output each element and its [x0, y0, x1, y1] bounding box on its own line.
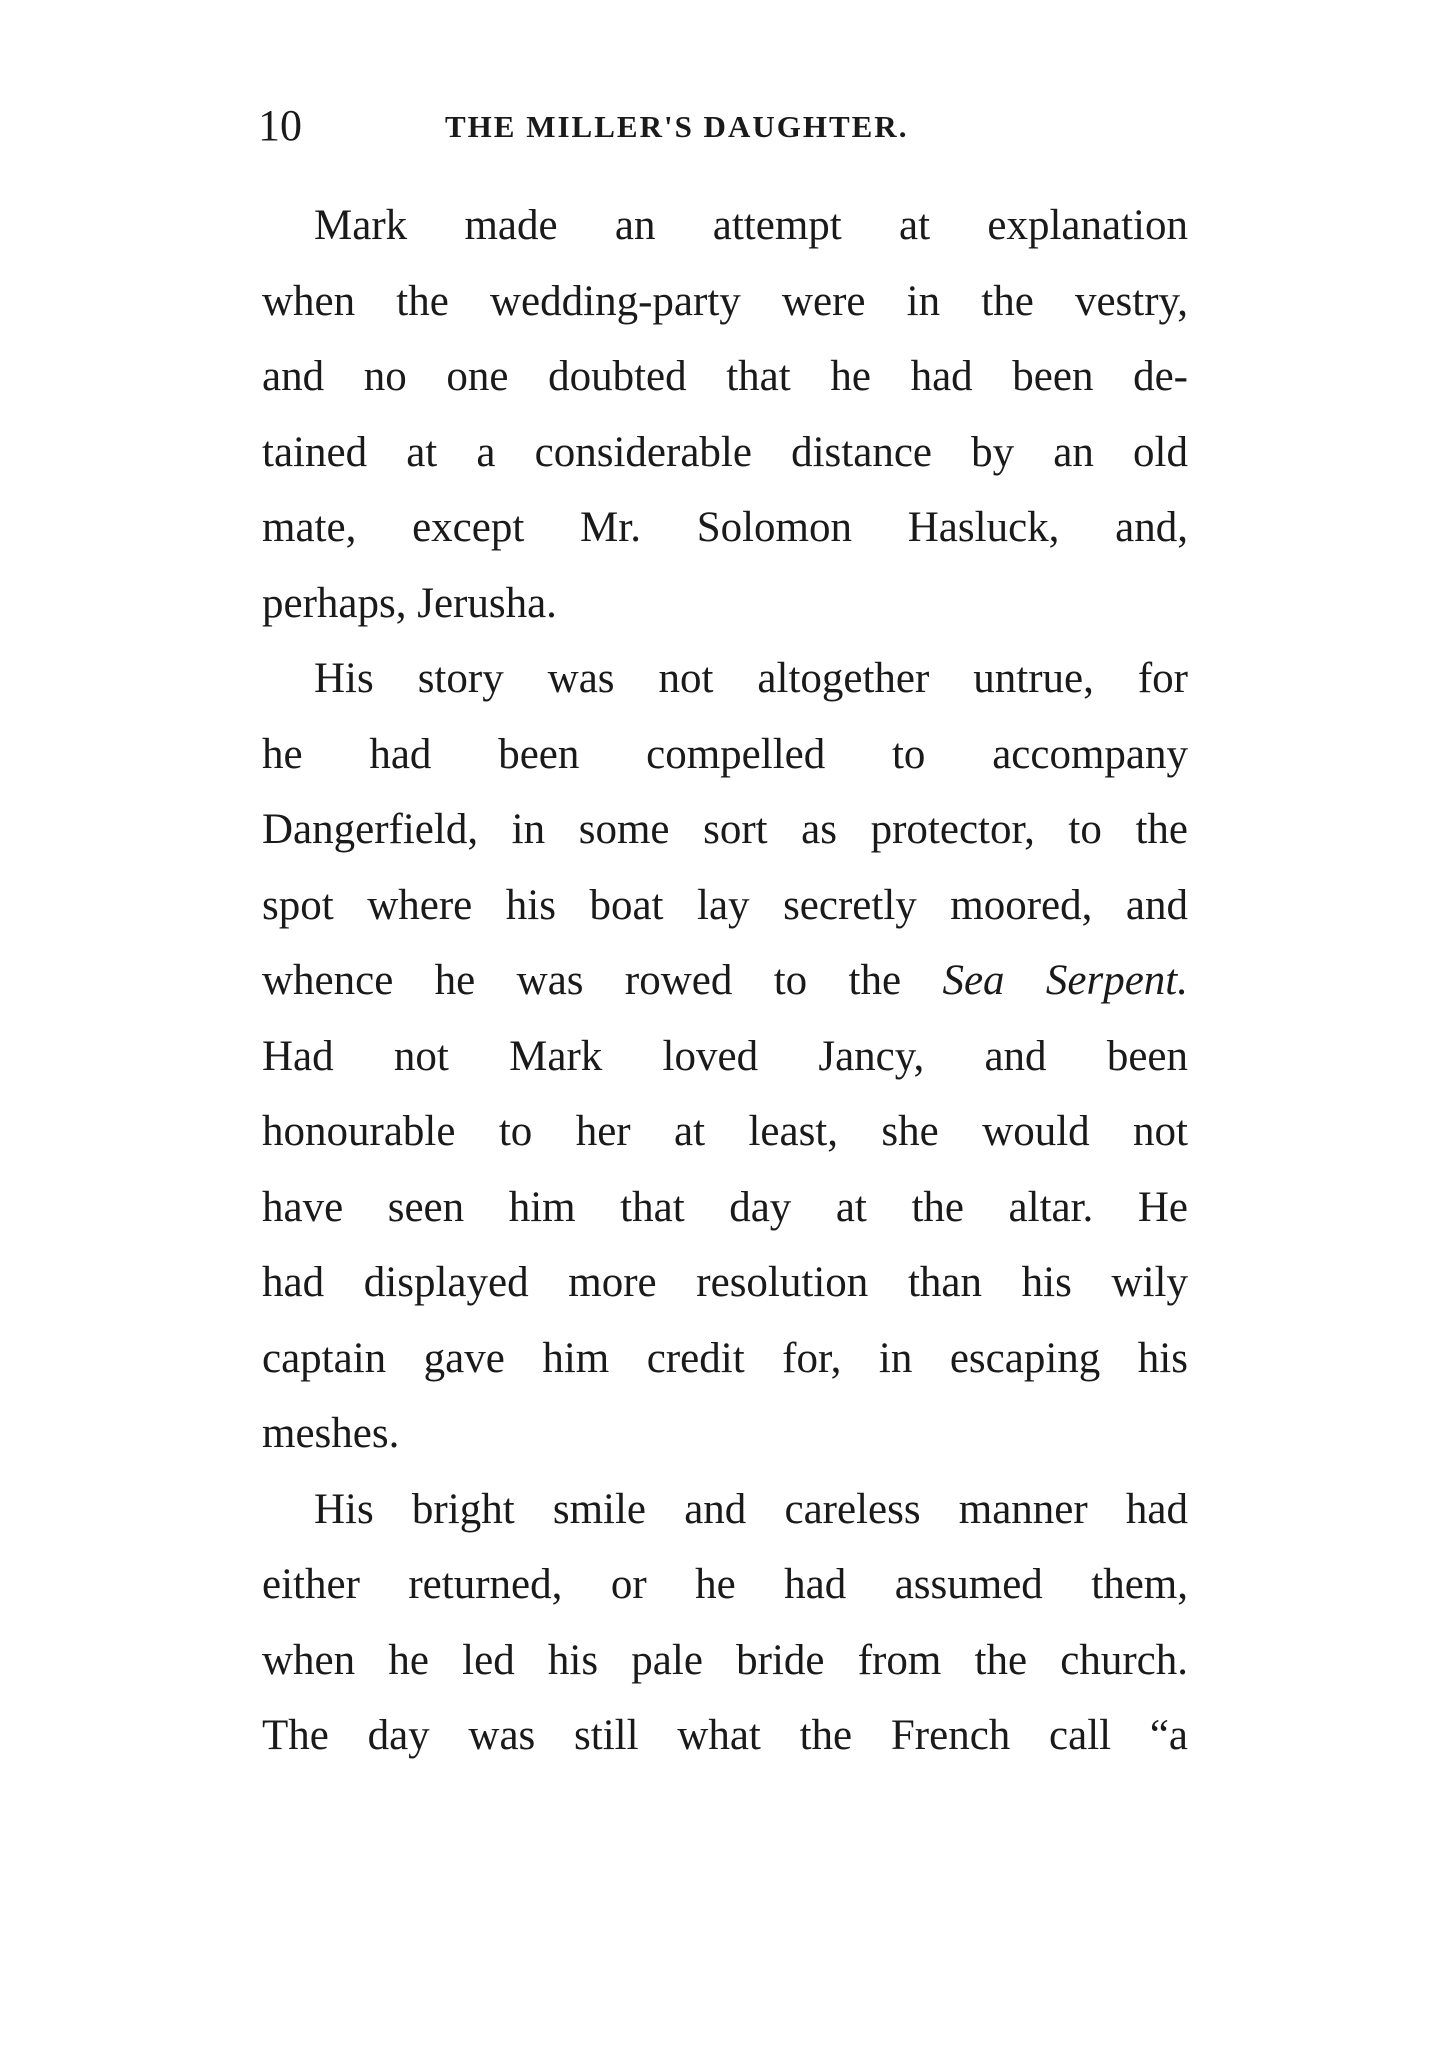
text-line: perhaps, Jerusha. [262, 579, 557, 627]
text-line: have seen him that day at the altar. He [262, 1183, 1188, 1231]
text-line-with-italic [262, 943, 1188, 1019]
text-line: when he led his pale bride from the church. [262, 1636, 1188, 1684]
running-title: THE MILLER'S DAUGHTER. [445, 109, 909, 144]
running-header [258, 96, 1238, 156]
text-line: Had not Mark loved Jancy, and been [262, 1032, 1188, 1080]
text-line: when the wedding-party were in the vestry, [262, 277, 1188, 325]
page-number: 10 [258, 101, 302, 150]
text-line: tained at a considerable distance by an old [262, 428, 1188, 476]
text-line: spot where his boat lay secretly moored, and [262, 881, 1188, 929]
text-line: he had been compelled to accompany [262, 730, 1188, 778]
text-line: honourable to her at least, she would not [262, 1108, 1188, 1155]
text-line: meshes. [262, 1410, 400, 1457]
body-text [262, 188, 1188, 1774]
text-line: Dangerfield, in some sort as protector, to the [262, 806, 1188, 853]
text-line: and no one doubted that he had been de- [262, 353, 1188, 400]
text-segment: whence he was rowed to the [262, 957, 943, 1004]
text-line: either returned, or he had assumed them, [262, 1561, 1188, 1608]
text-line: The day was still what the French call “a [262, 1712, 1188, 1759]
text-line: had displayed more resolution than his wily [262, 1259, 1188, 1306]
text-line: captain gave him credit for, in escaping his [262, 1334, 1188, 1382]
ship-name-italic: Sea Serpent. [942, 957, 1188, 1004]
text-line: His story was not altogether untrue, for [314, 655, 1188, 702]
text-line: His bright smile and careless manner had [314, 1485, 1188, 1533]
text-line: Mark made an attempt at explanation [314, 202, 1188, 249]
text-line: mate, except Mr. Solomon Hasluck, and, [262, 504, 1188, 551]
